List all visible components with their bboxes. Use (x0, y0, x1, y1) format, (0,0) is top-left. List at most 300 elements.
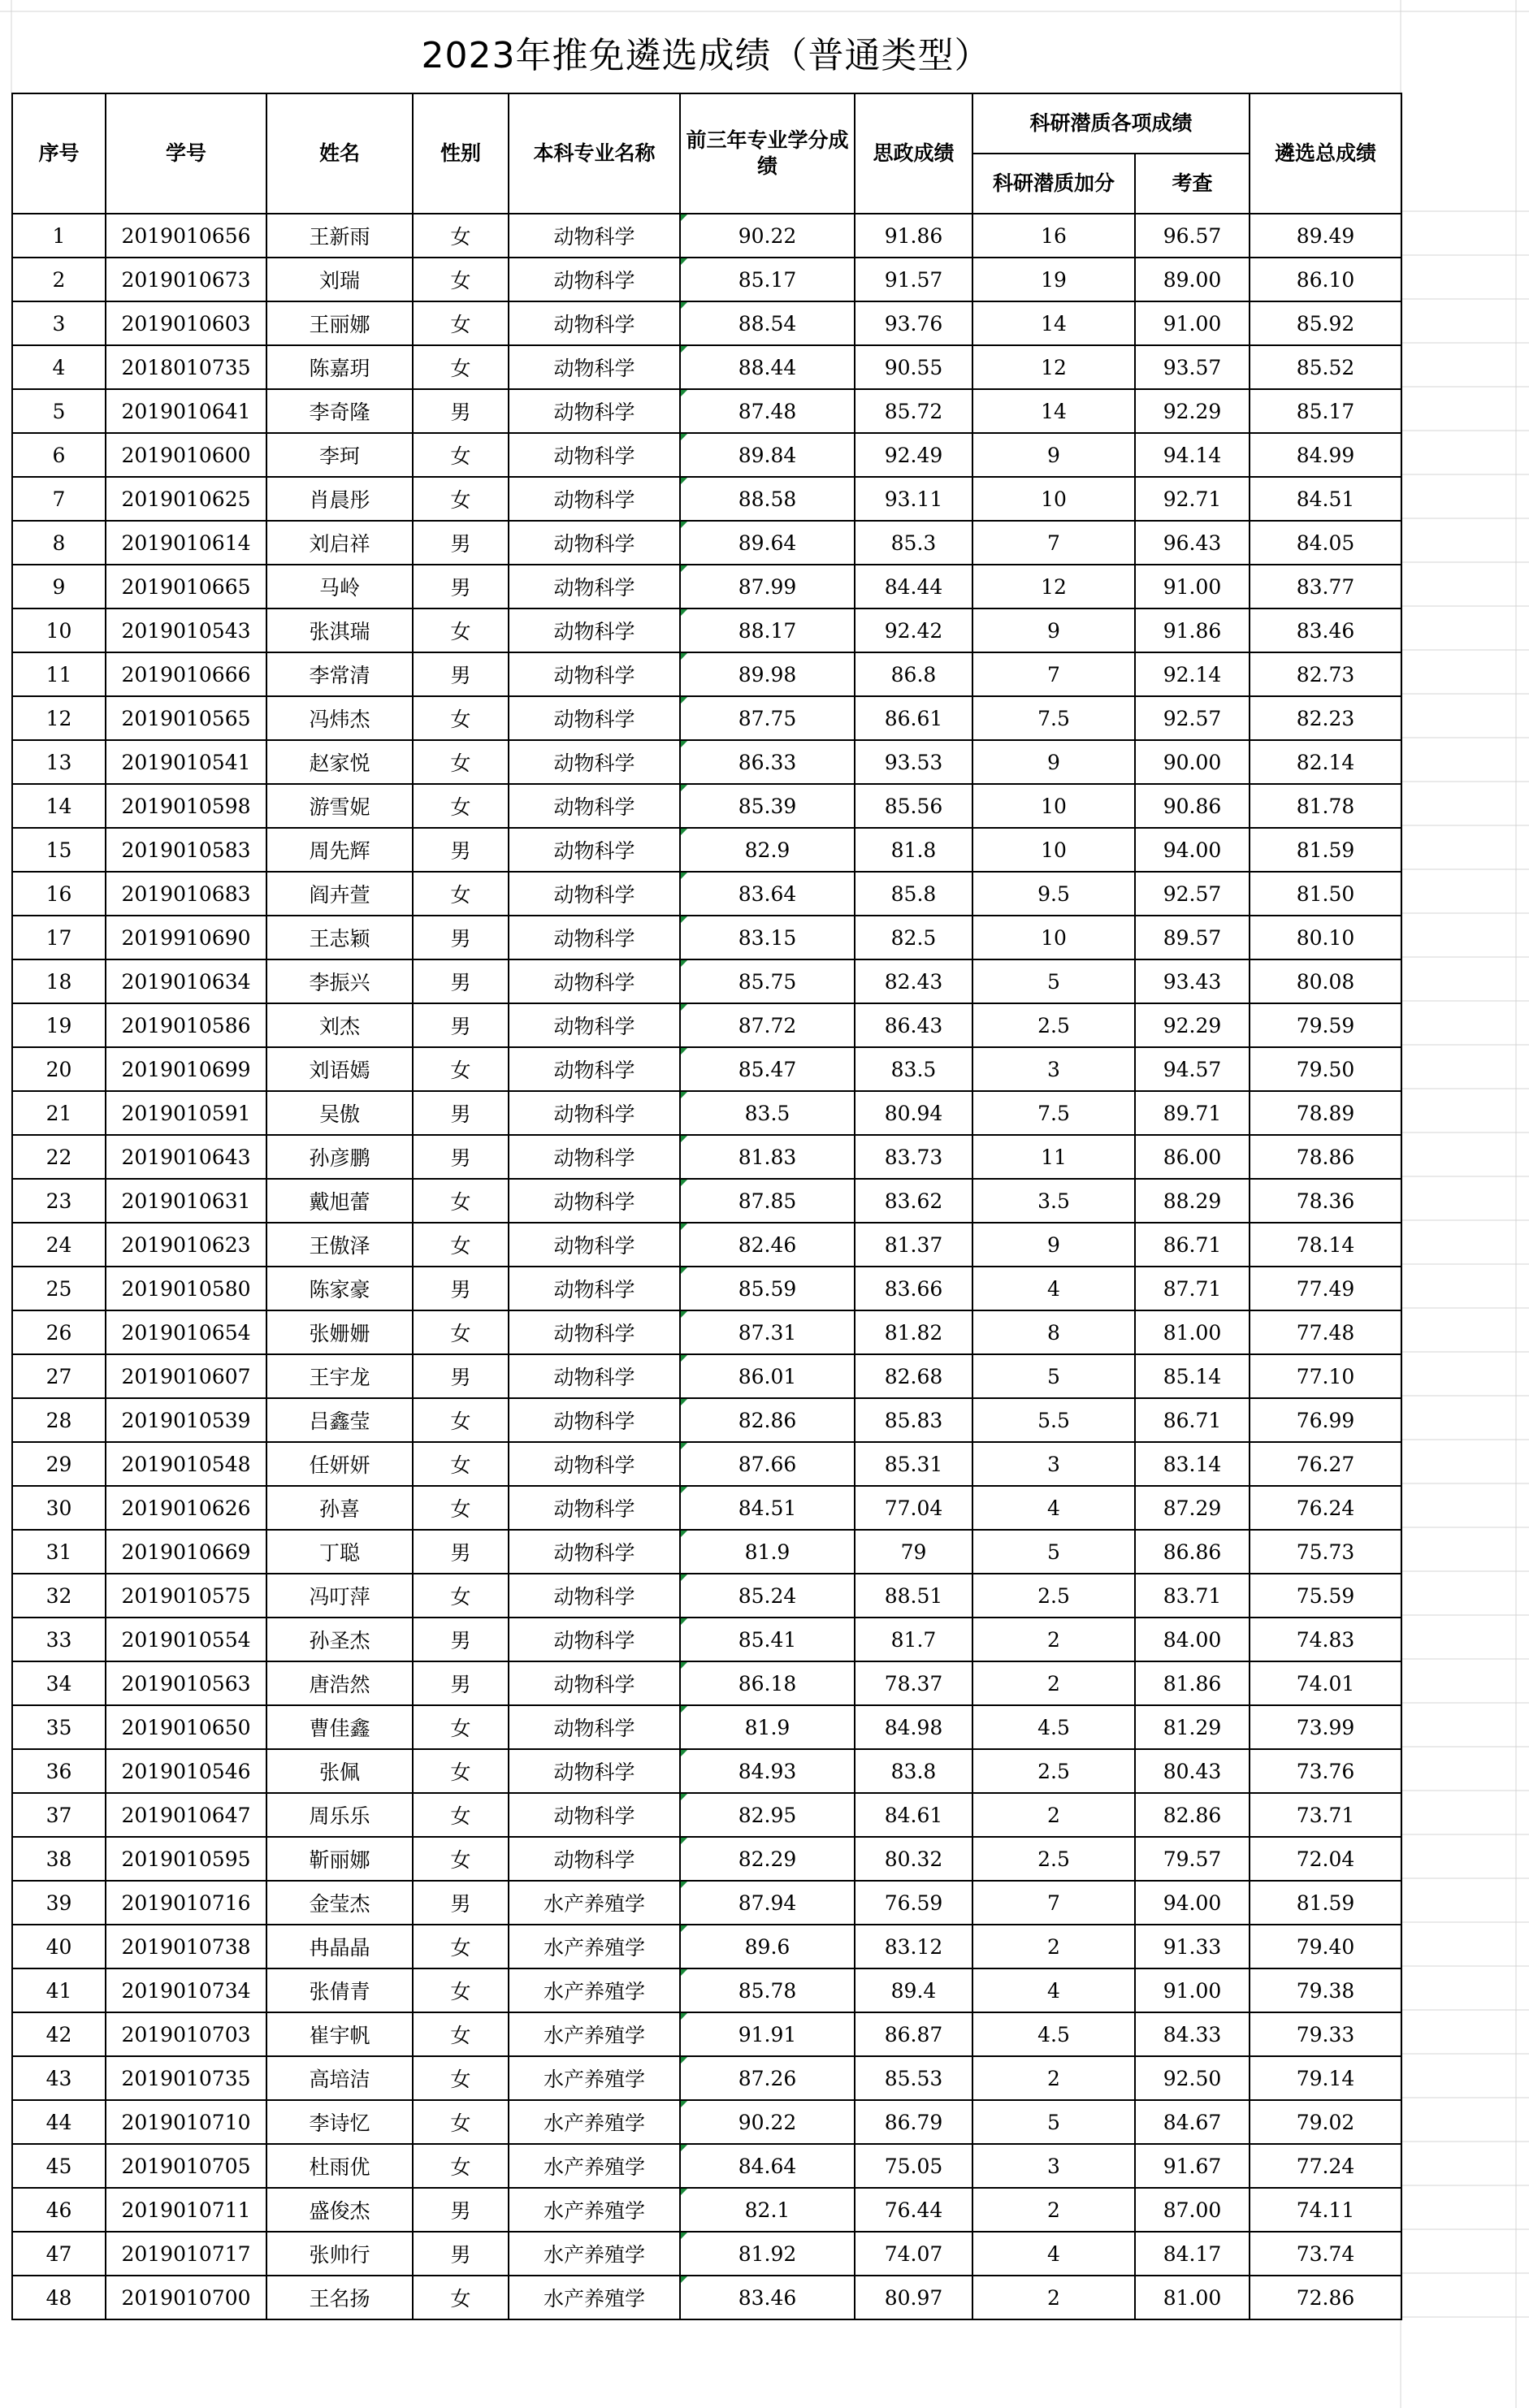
cell-politics[interactable]: 84.98 (855, 1705, 972, 1749)
cell-research-bonus[interactable]: 2 (972, 2188, 1135, 2232)
cell-exam[interactable]: 94.57 (1135, 1047, 1250, 1091)
cell-politics[interactable]: 76.44 (855, 2188, 972, 2232)
cell-politics[interactable]: 93.76 (855, 301, 972, 345)
cell-exam[interactable]: 84.67 (1135, 2100, 1250, 2144)
cell-major[interactable]: 动物科学 (509, 828, 680, 872)
cell-student-id[interactable]: 2019010665 (106, 565, 266, 608)
cell-total[interactable]: 74.01 (1250, 1661, 1401, 1705)
cell-major[interactable]: 动物科学 (509, 1091, 680, 1135)
cell-name[interactable]: 张姗姗 (266, 1310, 413, 1354)
cell-research-bonus[interactable]: 9 (972, 740, 1135, 784)
cell-seq[interactable]: 43 (12, 2056, 106, 2100)
cell-gpa[interactable]: 85.47 (680, 1047, 855, 1091)
cell-politics[interactable]: 86.79 (855, 2100, 972, 2144)
cell-student-id[interactable]: 2019010666 (106, 652, 266, 696)
cell-research-bonus[interactable]: 10 (972, 477, 1135, 521)
cell-gender[interactable]: 女 (413, 696, 509, 740)
cell-exam[interactable]: 84.00 (1135, 1618, 1250, 1661)
cell-gpa[interactable]: 81.9 (680, 1530, 855, 1574)
cell-research-bonus[interactable]: 4.5 (972, 1705, 1135, 1749)
cell-total[interactable]: 83.46 (1250, 608, 1401, 652)
cell-gender[interactable]: 男 (413, 2188, 509, 2232)
cell-seq[interactable]: 24 (12, 1223, 106, 1267)
cell-major[interactable]: 水产养殖学 (509, 2188, 680, 2232)
cell-total[interactable]: 77.10 (1250, 1354, 1401, 1398)
cell-total[interactable]: 84.05 (1250, 521, 1401, 565)
cell-research-bonus[interactable]: 19 (972, 258, 1135, 301)
cell-student-id[interactable]: 2019010625 (106, 477, 266, 521)
cell-student-id[interactable]: 2019010711 (106, 2188, 266, 2232)
cell-gender[interactable]: 女 (413, 1705, 509, 1749)
cell-gender[interactable]: 女 (413, 2276, 509, 2319)
cell-name[interactable]: 李诗忆 (266, 2100, 413, 2144)
header-research-group[interactable]: 科研潜质各项成绩 (972, 93, 1250, 154)
cell-exam[interactable]: 92.50 (1135, 2056, 1250, 2100)
cell-total[interactable]: 76.99 (1250, 1398, 1401, 1442)
cell-research-bonus[interactable]: 2 (972, 1661, 1135, 1705)
cell-total[interactable]: 81.59 (1250, 828, 1401, 872)
cell-gpa[interactable]: 82.86 (680, 1398, 855, 1442)
cell-politics[interactable]: 86.43 (855, 1003, 972, 1047)
cell-name[interactable]: 张淇瑞 (266, 608, 413, 652)
cell-major[interactable]: 动物科学 (509, 916, 680, 959)
cell-name[interactable]: 王志颖 (266, 916, 413, 959)
cell-student-id[interactable]: 2018010735 (106, 345, 266, 389)
cell-gender[interactable]: 女 (413, 2100, 509, 2144)
cell-politics[interactable]: 92.42 (855, 608, 972, 652)
cell-student-id[interactable]: 2019010591 (106, 1091, 266, 1135)
cell-major[interactable]: 动物科学 (509, 521, 680, 565)
cell-politics[interactable]: 80.97 (855, 2276, 972, 2319)
cell-gpa[interactable]: 87.26 (680, 2056, 855, 2100)
header-gender[interactable]: 性别 (413, 93, 509, 214)
cell-seq[interactable]: 41 (12, 1968, 106, 2012)
cell-gender[interactable]: 女 (413, 2056, 509, 2100)
cell-exam[interactable]: 92.29 (1135, 389, 1250, 433)
cell-exam[interactable]: 81.29 (1135, 1705, 1250, 1749)
cell-name[interactable]: 马岭 (266, 565, 413, 608)
cell-name[interactable]: 高培洁 (266, 2056, 413, 2100)
cell-major[interactable]: 水产养殖学 (509, 2232, 680, 2276)
cell-major[interactable]: 动物科学 (509, 1047, 680, 1091)
cell-major[interactable]: 动物科学 (509, 696, 680, 740)
cell-exam[interactable]: 86.00 (1135, 1135, 1250, 1179)
cell-gender[interactable]: 男 (413, 1091, 509, 1135)
cell-gpa[interactable]: 85.24 (680, 1574, 855, 1618)
cell-politics[interactable]: 85.83 (855, 1398, 972, 1442)
cell-exam[interactable]: 93.57 (1135, 345, 1250, 389)
cell-exam[interactable]: 92.71 (1135, 477, 1250, 521)
cell-politics[interactable]: 76.59 (855, 1881, 972, 1925)
cell-major[interactable]: 动物科学 (509, 214, 680, 258)
cell-total[interactable]: 76.27 (1250, 1442, 1401, 1486)
cell-major[interactable]: 动物科学 (509, 1267, 680, 1310)
cell-student-id[interactable]: 2019010607 (106, 1354, 266, 1398)
cell-gender[interactable]: 女 (413, 345, 509, 389)
cell-seq[interactable]: 42 (12, 2012, 106, 2056)
cell-gpa[interactable]: 89.64 (680, 521, 855, 565)
cell-major[interactable]: 动物科学 (509, 1179, 680, 1223)
cell-total[interactable]: 85.52 (1250, 345, 1401, 389)
header-exam[interactable]: 考查 (1135, 154, 1250, 214)
cell-gender[interactable]: 女 (413, 1749, 509, 1793)
cell-research-bonus[interactable]: 5 (972, 2100, 1135, 2144)
cell-major[interactable]: 动物科学 (509, 1749, 680, 1793)
cell-student-id[interactable]: 2019010548 (106, 1442, 266, 1486)
cell-exam[interactable]: 89.00 (1135, 258, 1250, 301)
cell-politics[interactable]: 83.73 (855, 1135, 972, 1179)
cell-name[interactable]: 孙喜 (266, 1486, 413, 1530)
cell-name[interactable]: 金莹杰 (266, 1881, 413, 1925)
cell-name[interactable]: 李振兴 (266, 959, 413, 1003)
cell-seq[interactable]: 26 (12, 1310, 106, 1354)
cell-exam[interactable]: 94.00 (1135, 828, 1250, 872)
cell-total[interactable]: 72.04 (1250, 1837, 1401, 1881)
cell-total[interactable]: 82.23 (1250, 696, 1401, 740)
cell-seq[interactable]: 1 (12, 214, 106, 258)
cell-gender[interactable]: 女 (413, 477, 509, 521)
cell-gender[interactable]: 女 (413, 1925, 509, 1968)
cell-major[interactable]: 动物科学 (509, 1661, 680, 1705)
cell-seq[interactable]: 15 (12, 828, 106, 872)
cell-seq[interactable]: 25 (12, 1267, 106, 1310)
cell-gender[interactable]: 女 (413, 1968, 509, 2012)
cell-gpa[interactable]: 87.66 (680, 1442, 855, 1486)
cell-exam[interactable]: 89.57 (1135, 916, 1250, 959)
cell-research-bonus[interactable]: 3 (972, 1442, 1135, 1486)
cell-research-bonus[interactable]: 11 (972, 1135, 1135, 1179)
cell-student-id[interactable]: 2019010703 (106, 2012, 266, 2056)
cell-gpa[interactable]: 82.95 (680, 1793, 855, 1837)
cell-gender[interactable]: 男 (413, 1618, 509, 1661)
cell-gpa[interactable]: 85.17 (680, 258, 855, 301)
cell-gender[interactable]: 女 (413, 433, 509, 477)
cell-exam[interactable]: 83.71 (1135, 1574, 1250, 1618)
cell-name[interactable]: 曹佳鑫 (266, 1705, 413, 1749)
cell-politics[interactable]: 85.72 (855, 389, 972, 433)
cell-name[interactable]: 戴旭蕾 (266, 1179, 413, 1223)
cell-gender[interactable]: 男 (413, 1661, 509, 1705)
cell-politics[interactable]: 82.68 (855, 1354, 972, 1398)
cell-exam[interactable]: 84.17 (1135, 2232, 1250, 2276)
cell-exam[interactable]: 80.43 (1135, 1749, 1250, 1793)
cell-total[interactable]: 81.50 (1250, 872, 1401, 916)
cell-seq[interactable]: 38 (12, 1837, 106, 1881)
cell-name[interactable]: 刘瑞 (266, 258, 413, 301)
cell-politics[interactable]: 86.87 (855, 2012, 972, 2056)
cell-student-id[interactable]: 2019010734 (106, 1968, 266, 2012)
cell-politics[interactable]: 93.53 (855, 740, 972, 784)
cell-research-bonus[interactable]: 16 (972, 214, 1135, 258)
cell-gender[interactable]: 女 (413, 1223, 509, 1267)
cell-exam[interactable]: 91.33 (1135, 1925, 1250, 1968)
cell-seq[interactable]: 31 (12, 1530, 106, 1574)
cell-student-id[interactable]: 2019010735 (106, 2056, 266, 2100)
cell-research-bonus[interactable]: 4 (972, 2232, 1135, 2276)
cell-gpa[interactable]: 83.64 (680, 872, 855, 916)
cell-student-id[interactable]: 2019010541 (106, 740, 266, 784)
cell-name[interactable]: 陈家豪 (266, 1267, 413, 1310)
cell-gender[interactable]: 男 (413, 916, 509, 959)
cell-research-bonus[interactable]: 9 (972, 433, 1135, 477)
cell-gpa[interactable]: 84.93 (680, 1749, 855, 1793)
cell-seq[interactable]: 29 (12, 1442, 106, 1486)
cell-politics[interactable]: 78.37 (855, 1661, 972, 1705)
cell-seq[interactable]: 45 (12, 2144, 106, 2188)
cell-seq[interactable]: 20 (12, 1047, 106, 1091)
cell-exam[interactable]: 91.86 (1135, 608, 1250, 652)
cell-major[interactable]: 水产养殖学 (509, 2012, 680, 2056)
cell-gpa[interactable]: 91.91 (680, 2012, 855, 2056)
cell-student-id[interactable]: 2019010595 (106, 1837, 266, 1881)
cell-seq[interactable]: 10 (12, 608, 106, 652)
cell-exam[interactable]: 81.00 (1135, 1310, 1250, 1354)
cell-student-id[interactable]: 2019010710 (106, 2100, 266, 2144)
cell-gpa[interactable]: 82.1 (680, 2188, 855, 2232)
cell-name[interactable]: 杜雨优 (266, 2144, 413, 2188)
cell-gpa[interactable]: 81.9 (680, 1705, 855, 1749)
cell-research-bonus[interactable]: 9.5 (972, 872, 1135, 916)
cell-research-bonus[interactable]: 2.5 (972, 1837, 1135, 1881)
cell-exam[interactable]: 96.57 (1135, 214, 1250, 258)
cell-major[interactable]: 动物科学 (509, 345, 680, 389)
cell-exam[interactable]: 87.00 (1135, 2188, 1250, 2232)
cell-research-bonus[interactable]: 8 (972, 1310, 1135, 1354)
cell-politics[interactable]: 85.53 (855, 2056, 972, 2100)
cell-major[interactable]: 动物科学 (509, 1618, 680, 1661)
cell-major[interactable]: 动物科学 (509, 1793, 680, 1837)
cell-exam[interactable]: 87.29 (1135, 1486, 1250, 1530)
cell-student-id[interactable]: 2019010650 (106, 1705, 266, 1749)
cell-exam[interactable]: 88.29 (1135, 1179, 1250, 1223)
cell-student-id[interactable]: 2019010631 (106, 1179, 266, 1223)
cell-research-bonus[interactable]: 10 (972, 784, 1135, 828)
cell-major[interactable]: 动物科学 (509, 565, 680, 608)
cell-gpa[interactable]: 81.92 (680, 2232, 855, 2276)
cell-seq[interactable]: 40 (12, 1925, 106, 1968)
cell-gpa[interactable]: 89.98 (680, 652, 855, 696)
cell-gpa[interactable]: 85.75 (680, 959, 855, 1003)
cell-major[interactable]: 动物科学 (509, 1003, 680, 1047)
cell-research-bonus[interactable]: 4 (972, 1968, 1135, 2012)
cell-gender[interactable]: 男 (413, 652, 509, 696)
cell-seq[interactable]: 7 (12, 477, 106, 521)
cell-seq[interactable]: 12 (12, 696, 106, 740)
cell-student-id[interactable]: 2019010717 (106, 2232, 266, 2276)
cell-total[interactable]: 72.86 (1250, 2276, 1401, 2319)
cell-research-bonus[interactable]: 7 (972, 521, 1135, 565)
cell-gpa[interactable]: 87.99 (680, 565, 855, 608)
cell-research-bonus[interactable]: 7.5 (972, 696, 1135, 740)
cell-name[interactable]: 冯叮萍 (266, 1574, 413, 1618)
cell-research-bonus[interactable]: 14 (972, 389, 1135, 433)
cell-exam[interactable]: 83.14 (1135, 1442, 1250, 1486)
cell-name[interactable]: 王丽娜 (266, 301, 413, 345)
cell-politics[interactable]: 83.8 (855, 1749, 972, 1793)
cell-name[interactable]: 肖晨彤 (266, 477, 413, 521)
cell-politics[interactable]: 88.51 (855, 1574, 972, 1618)
cell-major[interactable]: 动物科学 (509, 433, 680, 477)
cell-gpa[interactable]: 85.78 (680, 1968, 855, 2012)
cell-research-bonus[interactable]: 5 (972, 1354, 1135, 1398)
cell-exam[interactable]: 82.86 (1135, 1793, 1250, 1837)
cell-gpa[interactable]: 84.51 (680, 1486, 855, 1530)
cell-seq[interactable]: 14 (12, 784, 106, 828)
cell-research-bonus[interactable]: 10 (972, 828, 1135, 872)
cell-politics[interactable]: 86.61 (855, 696, 972, 740)
cell-student-id[interactable]: 2019010623 (106, 1223, 266, 1267)
cell-name[interactable]: 李常清 (266, 652, 413, 696)
cell-seq[interactable]: 5 (12, 389, 106, 433)
cell-gpa[interactable]: 81.83 (680, 1135, 855, 1179)
cell-politics[interactable]: 81.8 (855, 828, 972, 872)
cell-student-id[interactable]: 2019010673 (106, 258, 266, 301)
cell-seq[interactable]: 48 (12, 2276, 106, 2319)
cell-name[interactable]: 冯炜杰 (266, 696, 413, 740)
cell-major[interactable]: 动物科学 (509, 1530, 680, 1574)
cell-name[interactable]: 靳丽娜 (266, 1837, 413, 1881)
cell-exam[interactable]: 84.33 (1135, 2012, 1250, 2056)
cell-major[interactable]: 水产养殖学 (509, 2144, 680, 2188)
cell-politics[interactable]: 85.31 (855, 1442, 972, 1486)
cell-total[interactable]: 79.33 (1250, 2012, 1401, 2056)
cell-politics[interactable]: 84.61 (855, 1793, 972, 1837)
cell-politics[interactable]: 82.5 (855, 916, 972, 959)
cell-name[interactable]: 丁聪 (266, 1530, 413, 1574)
cell-seq[interactable]: 6 (12, 433, 106, 477)
cell-name[interactable]: 李奇隆 (266, 389, 413, 433)
cell-research-bonus[interactable]: 3 (972, 2144, 1135, 2188)
cell-gpa[interactable]: 89.6 (680, 1925, 855, 1968)
cell-major[interactable]: 动物科学 (509, 1574, 680, 1618)
cell-gpa[interactable]: 86.01 (680, 1354, 855, 1398)
cell-research-bonus[interactable]: 2 (972, 1618, 1135, 1661)
cell-research-bonus[interactable]: 5 (972, 1530, 1135, 1574)
cell-name[interactable]: 刘杰 (266, 1003, 413, 1047)
cell-politics[interactable]: 92.49 (855, 433, 972, 477)
cell-major[interactable]: 动物科学 (509, 1310, 680, 1354)
cell-name[interactable]: 孙彦鹏 (266, 1135, 413, 1179)
cell-major[interactable]: 动物科学 (509, 784, 680, 828)
cell-research-bonus[interactable]: 2 (972, 2056, 1135, 2100)
cell-gender[interactable]: 男 (413, 1135, 509, 1179)
cell-politics[interactable]: 83.12 (855, 1925, 972, 1968)
cell-research-bonus[interactable]: 5.5 (972, 1398, 1135, 1442)
cell-seq[interactable]: 22 (12, 1135, 106, 1179)
cell-gpa[interactable]: 90.22 (680, 214, 855, 258)
cell-gender[interactable]: 女 (413, 1398, 509, 1442)
header-total[interactable]: 遴选总成绩 (1250, 93, 1401, 214)
cell-student-id[interactable]: 2019010563 (106, 1661, 266, 1705)
cell-gpa[interactable]: 83.5 (680, 1091, 855, 1135)
cell-research-bonus[interactable]: 5 (972, 959, 1135, 1003)
cell-name[interactable]: 刘启祥 (266, 521, 413, 565)
cell-exam[interactable]: 87.71 (1135, 1267, 1250, 1310)
cell-gender[interactable]: 男 (413, 1354, 509, 1398)
cell-name[interactable]: 张帅行 (266, 2232, 413, 2276)
cell-total[interactable]: 77.49 (1250, 1267, 1401, 1310)
cell-research-bonus[interactable]: 14 (972, 301, 1135, 345)
cell-seq[interactable]: 35 (12, 1705, 106, 1749)
cell-politics[interactable]: 75.05 (855, 2144, 972, 2188)
cell-politics[interactable]: 83.62 (855, 1179, 972, 1223)
cell-gpa[interactable]: 87.75 (680, 696, 855, 740)
cell-research-bonus[interactable]: 2.5 (972, 1003, 1135, 1047)
cell-exam[interactable]: 94.00 (1135, 1881, 1250, 1925)
cell-exam[interactable]: 86.86 (1135, 1530, 1250, 1574)
cell-student-id[interactable]: 2019010626 (106, 1486, 266, 1530)
cell-gpa[interactable]: 87.85 (680, 1179, 855, 1223)
cell-gender[interactable]: 男 (413, 565, 509, 608)
cell-total[interactable]: 79.02 (1250, 2100, 1401, 2144)
header-gpa[interactable]: 前三年专业学分成绩 (680, 93, 855, 214)
cell-exam[interactable]: 90.86 (1135, 784, 1250, 828)
cell-student-id[interactable]: 2019010565 (106, 696, 266, 740)
cell-seq[interactable]: 34 (12, 1661, 106, 1705)
cell-politics[interactable]: 85.56 (855, 784, 972, 828)
cell-exam[interactable]: 92.57 (1135, 872, 1250, 916)
cell-seq[interactable]: 32 (12, 1574, 106, 1618)
cell-gpa[interactable]: 89.84 (680, 433, 855, 477)
cell-student-id[interactable]: 2019010643 (106, 1135, 266, 1179)
cell-gpa[interactable]: 83.46 (680, 2276, 855, 2319)
cell-student-id[interactable]: 2019010647 (106, 1793, 266, 1837)
cell-gpa[interactable]: 82.29 (680, 1837, 855, 1881)
cell-student-id[interactable]: 2019010716 (106, 1881, 266, 1925)
cell-gender[interactable]: 女 (413, 1310, 509, 1354)
cell-research-bonus[interactable]: 9 (972, 608, 1135, 652)
cell-politics[interactable]: 91.86 (855, 214, 972, 258)
cell-seq[interactable]: 21 (12, 1091, 106, 1135)
cell-student-id[interactable]: 2019010546 (106, 1749, 266, 1793)
cell-total[interactable]: 77.24 (1250, 2144, 1401, 2188)
cell-gender[interactable]: 男 (413, 1530, 509, 1574)
cell-exam[interactable]: 89.71 (1135, 1091, 1250, 1135)
cell-total[interactable]: 74.83 (1250, 1618, 1401, 1661)
cell-major[interactable]: 动物科学 (509, 959, 680, 1003)
cell-research-bonus[interactable]: 4 (972, 1267, 1135, 1310)
cell-seq[interactable]: 9 (12, 565, 106, 608)
cell-name[interactable]: 王新雨 (266, 214, 413, 258)
cell-gpa[interactable]: 84.64 (680, 2144, 855, 2188)
cell-total[interactable]: 78.14 (1250, 1223, 1401, 1267)
cell-gender[interactable]: 女 (413, 214, 509, 258)
cell-seq[interactable]: 47 (12, 2232, 106, 2276)
cell-student-id[interactable]: 2019910690 (106, 916, 266, 959)
cell-seq[interactable]: 28 (12, 1398, 106, 1442)
cell-name[interactable]: 周乐乐 (266, 1793, 413, 1837)
cell-exam[interactable]: 94.14 (1135, 433, 1250, 477)
cell-total[interactable]: 84.51 (1250, 477, 1401, 521)
header-major[interactable]: 本科专业名称 (509, 93, 680, 214)
cell-exam[interactable]: 91.67 (1135, 2144, 1250, 2188)
cell-gpa[interactable]: 85.39 (680, 784, 855, 828)
cell-name[interactable]: 周先辉 (266, 828, 413, 872)
cell-total[interactable]: 84.99 (1250, 433, 1401, 477)
cell-name[interactable]: 王傲泽 (266, 1223, 413, 1267)
cell-student-id[interactable]: 2019010539 (106, 1398, 266, 1442)
cell-gender[interactable]: 男 (413, 521, 509, 565)
cell-total[interactable]: 79.50 (1250, 1047, 1401, 1091)
cell-student-id[interactable]: 2019010699 (106, 1047, 266, 1091)
cell-politics[interactable]: 82.43 (855, 959, 972, 1003)
cell-seq[interactable]: 27 (12, 1354, 106, 1398)
cell-total[interactable]: 76.24 (1250, 1486, 1401, 1530)
cell-gender[interactable]: 女 (413, 258, 509, 301)
cell-gender[interactable]: 女 (413, 301, 509, 345)
cell-major[interactable]: 动物科学 (509, 477, 680, 521)
cell-politics[interactable]: 85.3 (855, 521, 972, 565)
